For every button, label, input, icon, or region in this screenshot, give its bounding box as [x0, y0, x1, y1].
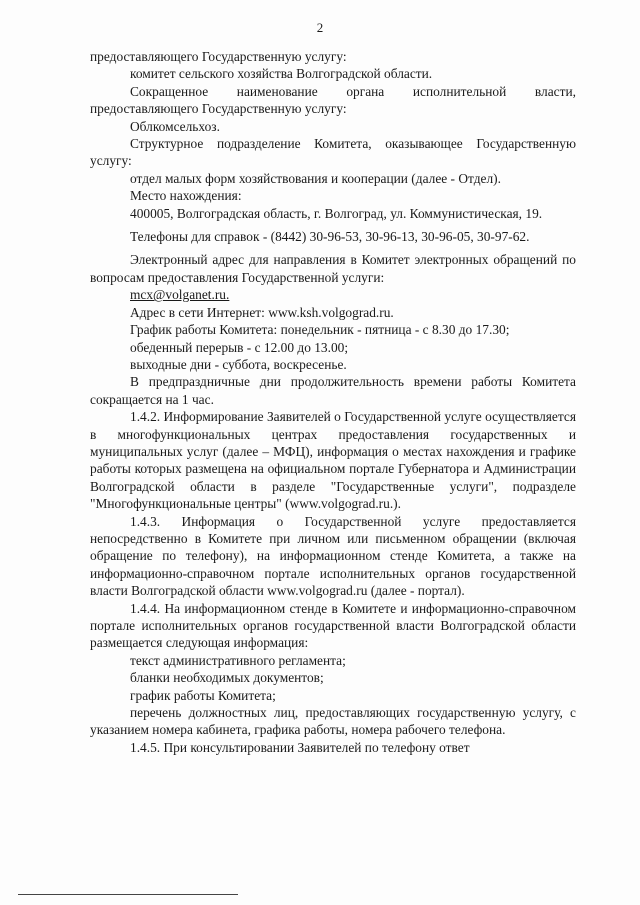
phones: Телефоны для справок - (8442) 30-96-53, 30-96-13, 30-96-05, 30-97-62. [130, 229, 530, 245]
address: 400005, Волгоградская область, г. Волгоград, ул. Коммунистическая, 19. [130, 205, 543, 221]
page-number: 2 [316, 20, 324, 35]
text-line: предоставляющего Государственную услугу: [90, 49, 347, 64]
email-link[interactable]: mcx@volganet.ru. [130, 287, 230, 303]
footnote-divider [18, 894, 238, 895]
list-item: перечень должностных лиц, предоставляющих государственную услугу, с указанием номера кабинета, графика работы, номера рабочего телефона. [90, 705, 576, 738]
text-paragraph: В предпраздничные дни продолжительность времени работы Комитета сокращается на 1 час. [90, 374, 576, 407]
list-item: текст административного регламента; [130, 652, 346, 668]
document-body [90, 48, 576, 756]
website: Адрес в сети Интернет: www.ksh.volgograd.ru. [130, 304, 394, 320]
list-item: график работы Комитета; [130, 687, 276, 703]
location-label: Место нахождения: [130, 188, 242, 204]
list-item: бланки необходимых документов; [130, 670, 324, 686]
department-name: отдел малых форм хозяйствования и кооперации (далее - Отдел). [130, 170, 501, 186]
work-schedule: График работы Комитета: понедельник - пятница - с 8.30 до 17.30; [130, 322, 510, 338]
text-paragraph: Структурное подразделение Комитета, оказывающее Государственную услугу: [90, 136, 576, 169]
paragraph-1-4-5: 1.4.5. При консультировании Заявителей по телефону ответ [130, 739, 470, 755]
text-paragraph: Электронный адрес для направления в Комитет электронных обращений по вопросам предоставления Государственной услуги: [90, 252, 576, 285]
short-name: Облкомсельхоз. [130, 118, 220, 134]
paragraph-1-4-4: 1.4.4. На информационном стенде в Комитете и информационно-справочном портале исполнительных органов государственной власти Волгоградской области размещается следующая информация: [90, 600, 576, 651]
lunch-break: обеденный перерыв - с 12.00 до 13.00; [130, 339, 349, 355]
committee-name: комитет сельского хозяйства Волгоградской области. [130, 66, 433, 82]
paragraph-1-4-2: 1.4.2. Информирование Заявителей о Государственной услуге осуществляется в многофункциональных центрах предоставления государственных и муниципальных услуг (далее – МФЦ), информация о местах нахождения и графике работы которых размещена на официальном портале Губернатора и Администрации Волгоградской области в разделе "Государственные услуги", подразделе "Многофункциональные центры" (www.volgograd.ru.). [90, 409, 576, 512]
text-paragraph: Сокращенное наименование органа исполнительной власти, предоставляющего Государственную услугу: [90, 83, 576, 117]
paragraph-1-4-3: 1.4.3. Информация о Государственной услуге предоставляется непосредственно в Комитете при личном или письменном обращении (включая обращение по телефону), на информационном стенде Комитета, а также на информационно-справочном портале исполнительных органов государственной власти Волгоградской области www.volgograd.ru (далее - портал). [90, 513, 576, 599]
days-off: выходные дни - суббота, воскресенье. [130, 356, 347, 372]
